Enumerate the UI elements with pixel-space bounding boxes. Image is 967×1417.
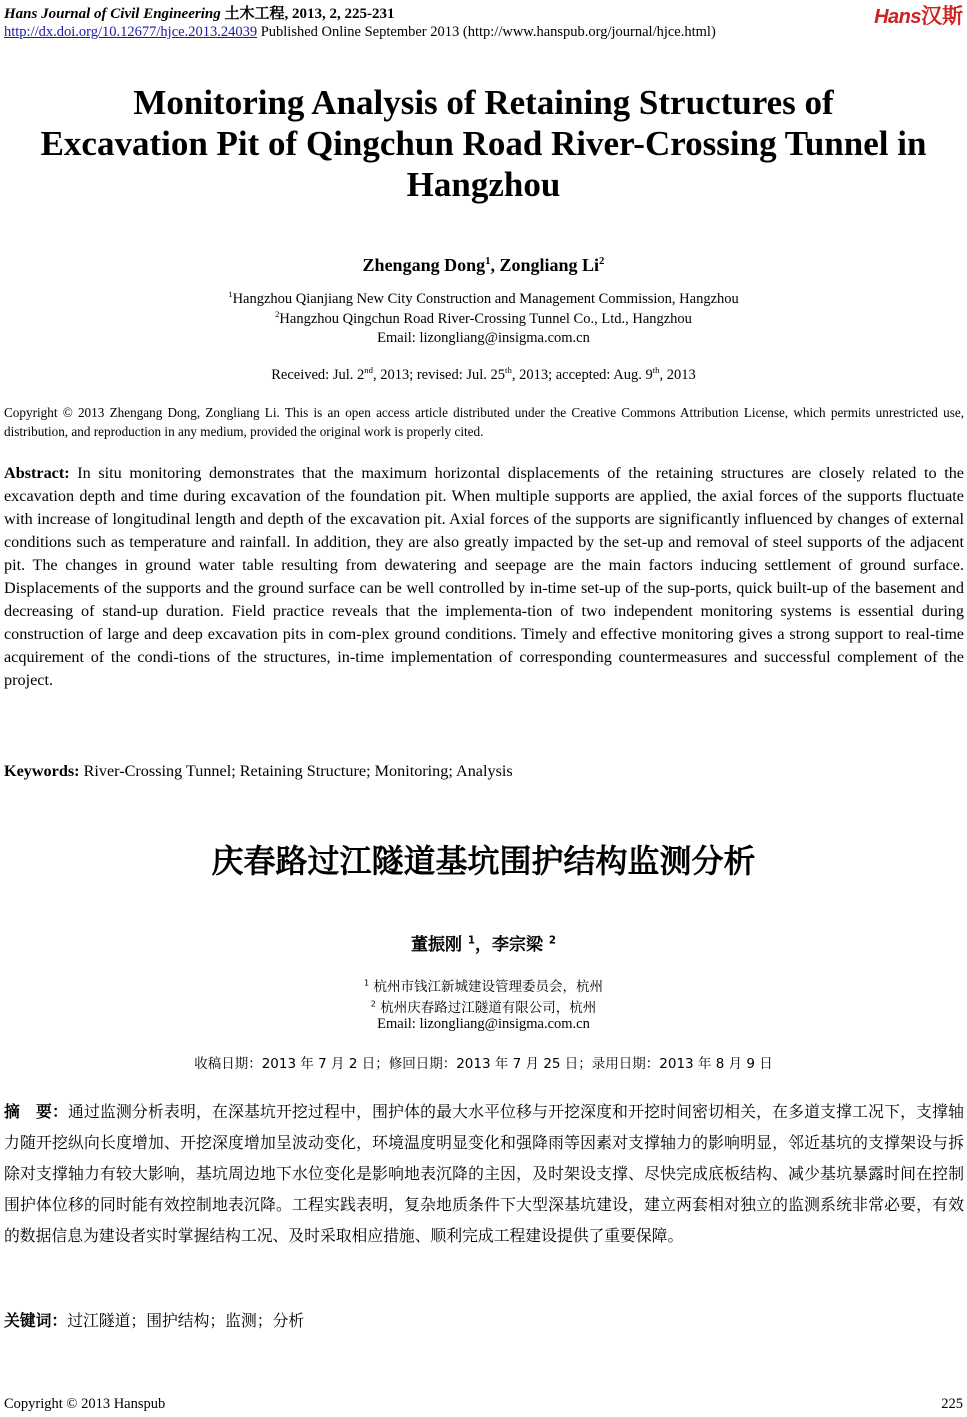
logo-text-en: Hans [874, 6, 921, 28]
received-date: Received: Jul. 2 [271, 367, 365, 383]
affiliation-2-cn [0, 996, 967, 1016]
journal-name: Hans Journal of Civil Engineering [4, 6, 221, 22]
author-2: Zongliang Li [499, 255, 600, 275]
authors-en [0, 255, 967, 276]
dates-en [0, 367, 967, 384]
abstract-cn [4, 1096, 964, 1251]
received-sup: nd [364, 365, 373, 376]
hans-logo [874, 0, 963, 30]
keywords-cn [4, 1308, 304, 1331]
footer-copyright: Copyright © 2013 Hanspub [4, 1396, 166, 1412]
keywords-label: Keywords: [4, 762, 80, 780]
dates-cn: 收稿日期：2013 年 7 月 2 日；修回日期：2013 年 7 月 25 日；录用日期：2013 年 8 月 9 日 [194, 1056, 773, 1072]
keywords-text: River-Crossing Tunnel; Retaining Structure; Monitoring; Analysis [79, 762, 513, 780]
author-1: Zhengang Dong [362, 255, 486, 275]
keywords-cn-label: 关键词： [4, 1311, 68, 1330]
publication-line [4, 24, 716, 41]
abstract-cn-text: 通过监测分析表明，在深基坑开挖过程中，围护体的最大水平位移与开挖深度和开挖时间密切相关，在多道支撑工况下，支撑轴力随开挖纵向长度增加、开挖深度增加呈波动变化，环境温度明显变化和强降雨等因素对支撑轴力的影响明显，邻近基坑的支撑架设与拆除对支撑轴力有较大影响，基坑周边地下水位变化是影响地表沉降的主因，及时架设支撑、尽快完成底板结构、减少基坑暴露时间在控制围护体位移的同时能有效控制地表沉降。工程实践表明，复杂地质条件下大型深基坑建设，建立两套相对独立的监测系统非常必要，有效的数据信息为建设者实时掌握结构工况、及时采取相应措施、顺利完成工程建设提供了重要保障。 [4, 1102, 964, 1245]
affiliation-1-cn-text: 杭州市钱江新城建设管理委员会，杭州 [369, 979, 603, 995]
page-number: 225 [941, 1396, 963, 1412]
affiliation-1-cn [0, 975, 967, 995]
title-line-3: Hangzhou [406, 165, 561, 204]
affiliation-2-cn-sup: 2 [370, 998, 376, 1009]
affiliation-2-cn-text: 杭州庆春路过江隧道有限公司，杭州 [375, 1000, 597, 1016]
paper-title-cn: 庆春路过江隧道基坑围护结构监测分析 [211, 842, 756, 880]
authors-cn [0, 930, 967, 955]
accepted-date: , 2013; accepted: Aug. 9 [511, 367, 653, 383]
abstract-en [4, 462, 964, 692]
author-2-sup: 2 [599, 255, 605, 267]
email-cn: Email: lizongliang@insigma.com.cn [377, 1016, 590, 1032]
author-2-cn: 李宗梁 [492, 935, 549, 955]
author-separator: , [490, 255, 500, 275]
author-1-cn: 董振刚 [410, 935, 468, 955]
title-line-1: Monitoring Analysis of Retaining Structures of [133, 83, 834, 122]
accepted-sup: th [652, 365, 660, 376]
affiliation-1-sup: 1 [228, 289, 233, 300]
email-en: Email: lizongliang@insigma.com.cn [377, 330, 590, 346]
copyright-notice: Copyright © 2013 Zhengang Dong, Zongliang Li. This is an open access article distributed under the Creative Commons Attribution License, which permits unrestricted use, distribution, and reproduction in any medium, provided the original work is properly cited. [4, 405, 964, 439]
affiliation-1-text: Hangzhou Qianjiang New City Construction and Management Commission, Hangzhou [232, 291, 739, 307]
affiliation-1-cn-sup: 1 [364, 977, 370, 988]
journal-name-cn: 土木工程 [224, 6, 285, 22]
keywords-cn-text: 过江隧道；围护结构；监测；分析 [67, 1311, 305, 1330]
title-line-2: Excavation Pit of Qingchun Road River-Crossing Tunnel in [40, 124, 927, 163]
author-1-cn-sup: 1 [467, 935, 475, 947]
affiliation-1-en [0, 291, 967, 308]
abstract-cn-label: 摘 要： [4, 1102, 69, 1121]
revised-sup: th [505, 365, 512, 376]
keywords-en [4, 762, 513, 781]
journal-header [4, 2, 394, 23]
author-2-cn-sup: 2 [548, 935, 557, 947]
journal-issue: , 2013, 2, 225-231 [284, 6, 395, 22]
author-1-sup: 1 [485, 255, 491, 267]
affiliation-2-text: Hangzhou Qingchun Road River-Crossing Tunnel Co., Ltd., Hangzhou [279, 311, 692, 327]
affiliation-2-en [0, 311, 967, 328]
logo-text-cn: 汉斯 [921, 4, 963, 28]
affiliation-2-sup: 2 [275, 309, 280, 320]
abstract-text: In situ monitoring demonstrates that the maximum horizontal displacements of the retaining structures are closely related to the excavation depth and time during excavation of the foundation pit. When multiple supports are applied, the axial forces of the supports fluctuate with increase of longitudinal length and depth of the excavation pit. Axial forces of the supports are significantly influenced by changes of external conditions such as temperature and rainfall. In addition, they are also greatly impacted by the set-up and removal of steel supports of the adjacent pit. The changes in ground water table resulting from dewatering and seepage are the main factors inducing settlement of ground surface. Displacements of the supports and the ground surface can be well controlled by in-time set-up of the sup-ports, quick built-up of the basement and decreasing of stand-up duration. Field practice reveals that the implementa-tion of two independent monitoring systems is essential during construction of large and deep excavation pits in com-plex ground conditions. Timely and effective monitoring gives a strong support to real-time acquirement of the condi-tions of the structures, in-time implementation of corresponding countermeasures and successful complement of the project. [4, 464, 964, 689]
abstract-label: Abstract: [4, 464, 70, 482]
published-online: Published Online September 2013 (http://www.hanspub.org/journal/hjce.html) [260, 24, 716, 40]
revised-date: , 2013; revised: Jul. 25 [372, 367, 506, 383]
author-separator-cn: ， [475, 935, 492, 955]
doi-link[interactable]: http://dx.doi.org/10.12677/hjce.2013.24039 [4, 24, 258, 40]
accepted-year: , 2013 [659, 367, 696, 383]
paper-title-en [0, 82, 967, 205]
